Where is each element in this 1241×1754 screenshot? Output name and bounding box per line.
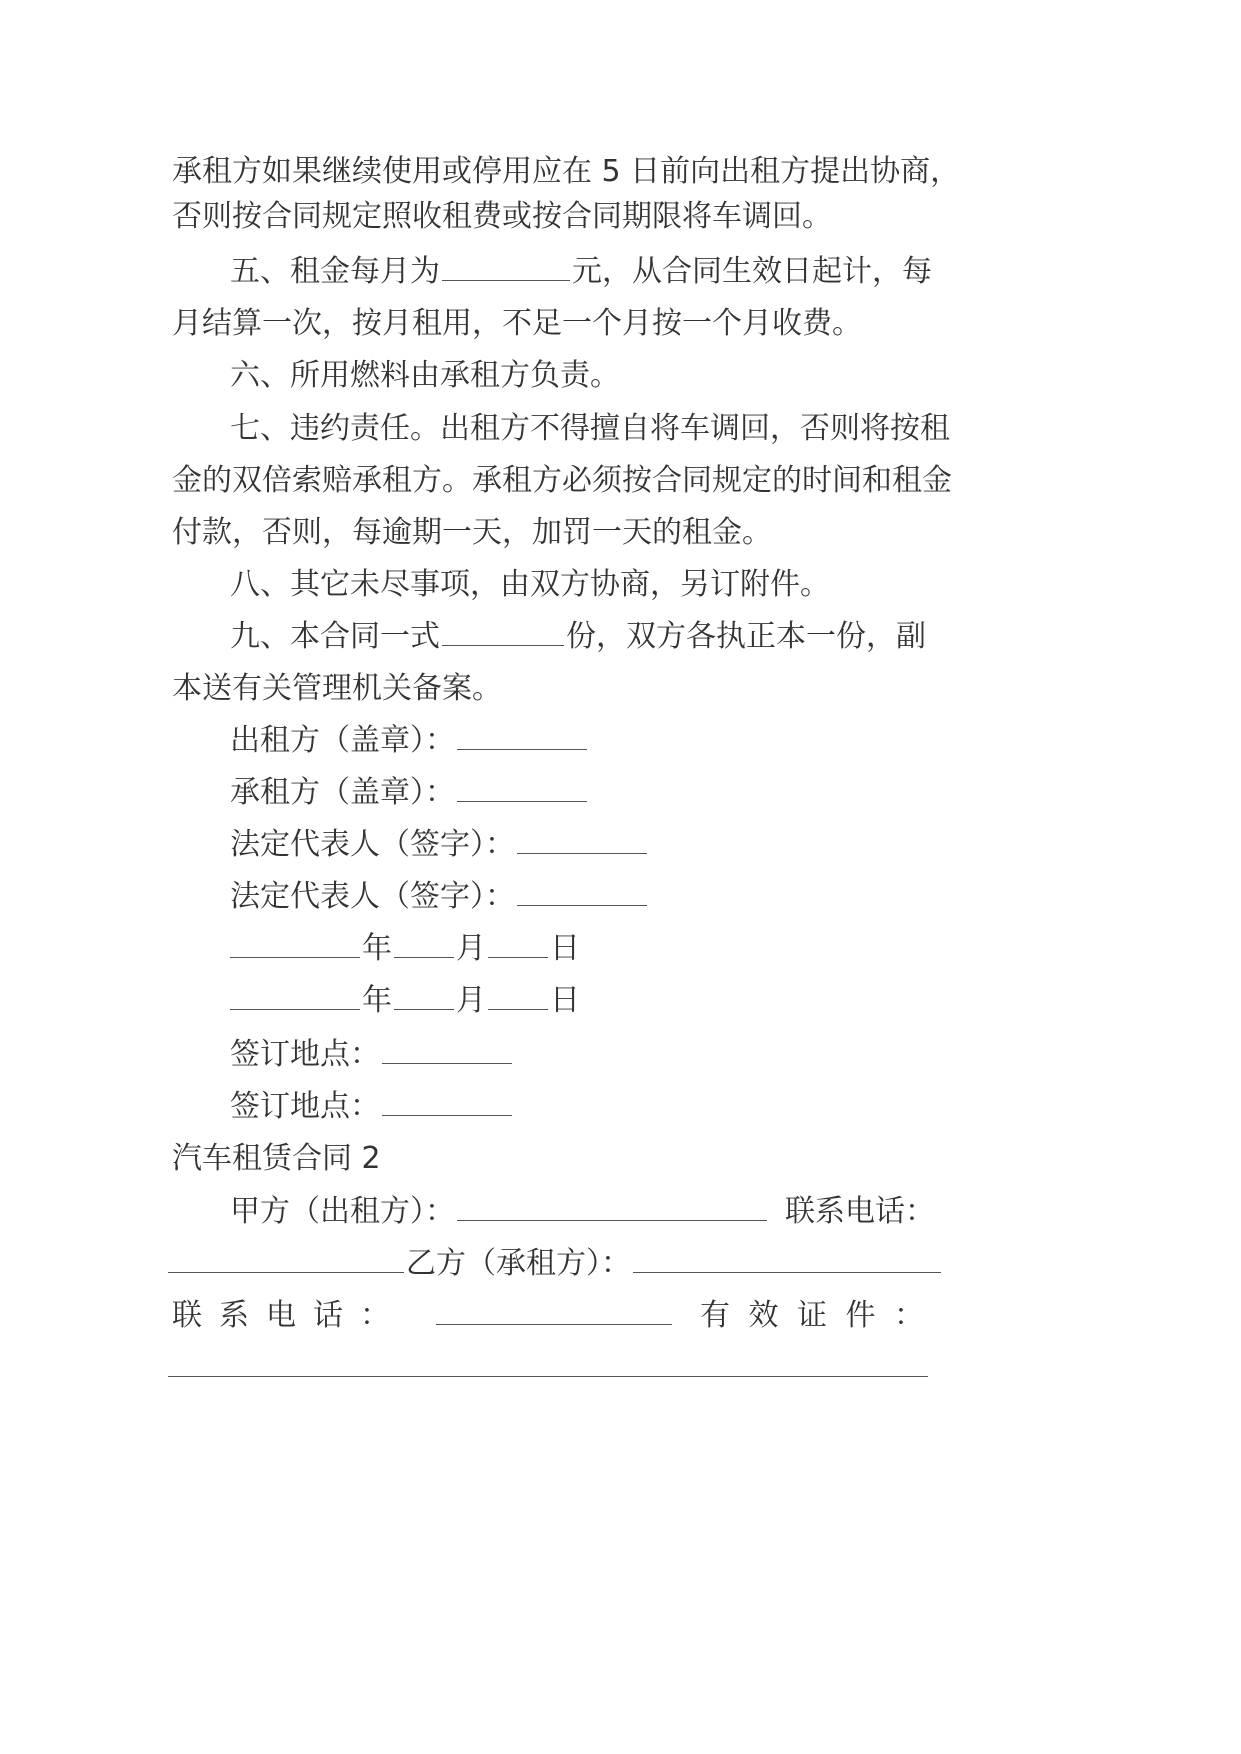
sign-place-row xyxy=(230,1085,514,1129)
paragraph-line: 月结算一次，按月租用，不足一个月按一个月收费。 xyxy=(172,306,862,341)
lessee-seal-label: 承租方（盖章）： xyxy=(230,775,455,810)
day-blank[interactable] xyxy=(488,927,548,958)
lessee-seal-blank[interactable] xyxy=(457,771,587,802)
paragraph-line: 付款，否则，每逾期一天，加罚一天的租金。 xyxy=(172,515,772,550)
phone-b-label-row xyxy=(172,1294,420,1338)
year-label: 年 xyxy=(362,983,392,1018)
lessor-seal-label: 出租方（盖章）： xyxy=(230,723,455,758)
month-label: 月 xyxy=(456,983,486,1018)
phone-a-blank[interactable] xyxy=(168,1242,404,1273)
sign-place-blank[interactable] xyxy=(382,1085,512,1116)
month-blank[interactable] xyxy=(394,927,454,958)
legal-rep-row xyxy=(230,875,649,919)
party-b-label: 乙方（承租方）： xyxy=(406,1246,631,1281)
clause-nine-text-a: 九、本合同一式 xyxy=(230,619,440,654)
copies-count-blank[interactable] xyxy=(442,615,564,646)
party-a-blank[interactable] xyxy=(457,1190,767,1221)
sign-place-blank[interactable] xyxy=(382,1033,512,1064)
phone-b-blank[interactable] xyxy=(436,1294,672,1325)
legal-rep-blank[interactable] xyxy=(517,875,647,906)
clause-five-text-b: 元，从合同生效日起计，每 xyxy=(572,254,932,289)
contract-title: 汽车租赁合同 2 xyxy=(172,1141,381,1176)
lessor-signature-row xyxy=(230,719,589,763)
lessee-signature-row xyxy=(230,771,589,815)
sign-place-row xyxy=(230,1033,514,1077)
lessor-seal-blank[interactable] xyxy=(457,719,587,750)
day-label: 日 xyxy=(550,983,580,1018)
clause-five-line xyxy=(230,250,932,294)
clause-nine-text-b: 份，双方各执正本一份，副 xyxy=(566,619,926,654)
legal-rep-blank[interactable] xyxy=(517,823,647,854)
id-label-row xyxy=(700,1294,938,1338)
rent-amount-blank[interactable] xyxy=(442,250,570,281)
party-b-blank[interactable] xyxy=(633,1242,941,1273)
sign-place-label: 签订地点： xyxy=(230,1089,380,1124)
clause-five-text-a: 五、租金每月为 xyxy=(230,254,440,289)
year-blank[interactable] xyxy=(230,927,360,958)
legal-rep-label: 法定代表人（签字）： xyxy=(230,879,515,914)
day-label: 日 xyxy=(550,931,580,966)
party-a-row xyxy=(230,1190,938,1234)
sign-place-label: 签订地点： xyxy=(230,1037,380,1072)
clause-eight: 八、其它未尽事项，由双方协商，另订附件。 xyxy=(230,567,830,602)
paragraph-line: 否则按合同规定照收租费或按合同期限将车调回。 xyxy=(172,199,832,234)
id-label: 有 效 证 件 ： xyxy=(700,1298,924,1333)
paragraph-line: 本送有关管理机关备案。 xyxy=(172,671,502,706)
day-blank[interactable] xyxy=(488,979,548,1010)
party-a-label: 甲方（出租方）： xyxy=(230,1194,455,1229)
clause-seven-line: 七、违约责任。出租方不得擅自将车调回，否则将按租 xyxy=(230,411,950,446)
phone-label: 联系电话： xyxy=(785,1194,935,1229)
date-row xyxy=(228,927,580,971)
clause-six: 六、所用燃料由承租方负责。 xyxy=(230,358,620,393)
date-row xyxy=(228,979,580,1023)
clause-nine-line xyxy=(230,615,926,659)
legal-rep-label: 法定代表人（签字）： xyxy=(230,827,515,862)
year-label: 年 xyxy=(362,931,392,966)
legal-rep-row xyxy=(230,823,649,867)
paragraph-line: 金的双倍索赔承租方。承租方必须按合同规定的时间和租金 xyxy=(172,463,952,498)
year-blank[interactable] xyxy=(230,979,360,1010)
phone-b-field xyxy=(434,1294,674,1338)
party-b-row xyxy=(168,1242,940,1286)
paragraph-line: 承租方如果继续使用或停用应在 5 日前向出租方提出协商， xyxy=(172,154,961,189)
id-number-blank[interactable] xyxy=(168,1376,928,1377)
month-label: 月 xyxy=(456,931,486,966)
phone-b-label: 联 系 电 话 ： xyxy=(172,1298,390,1333)
month-blank[interactable] xyxy=(394,979,454,1010)
